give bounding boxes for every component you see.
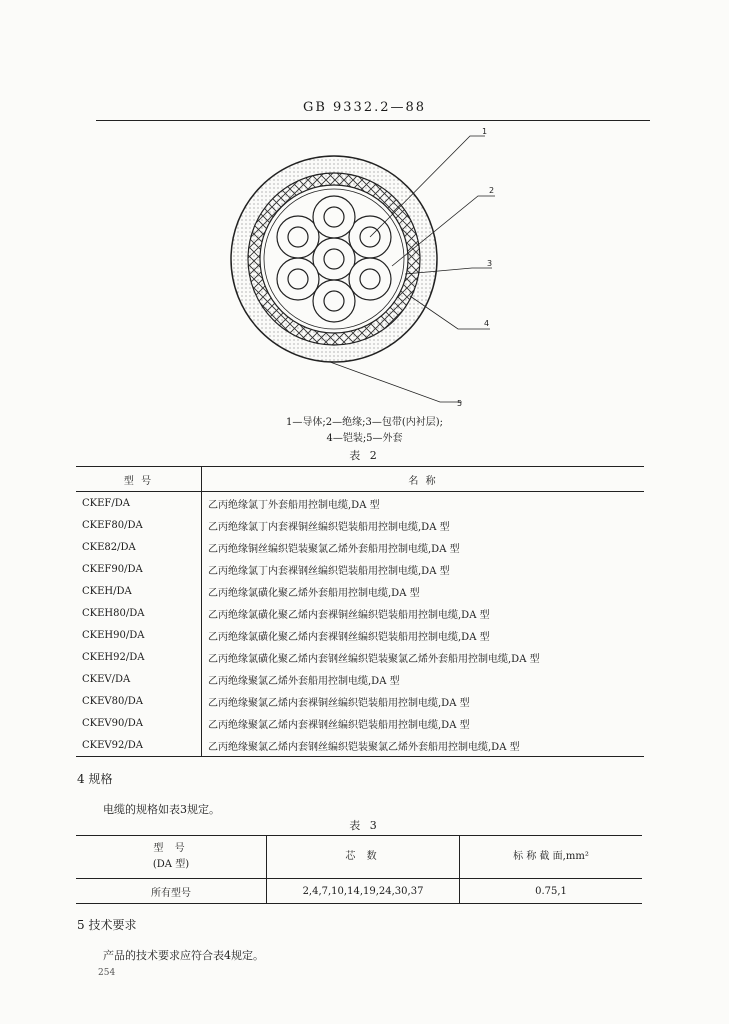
table-row bbox=[76, 602, 644, 624]
model-cell: CKEH92/DA bbox=[76, 646, 202, 668]
name-cell: 乙丙绝缘聚氯乙烯内套裸钢丝编织铠装船用控制电缆,DA 型 bbox=[208, 719, 470, 731]
name-cell: 乙丙绝缘氯磺化聚乙烯外套船用控制电缆,DA 型 bbox=[208, 587, 420, 599]
table3-header-section: 标 称 截 面,mm² bbox=[460, 836, 643, 879]
section5-heading: 5 技术要求 bbox=[77, 918, 137, 932]
figure-caption-line2: 4—铠装;5—外套 bbox=[326, 433, 403, 444]
name-cell: 乙丙绝缘聚氯乙烯外套船用控制电缆,DA 型 bbox=[208, 675, 400, 687]
name-cell: 乙丙绝缘氯磺化聚乙烯内套钢丝编织铠装聚氯乙烯外套船用控制电缆,DA 型 bbox=[208, 653, 540, 665]
table3-header-cores: 芯 数 bbox=[267, 836, 460, 879]
callout-2: 2 bbox=[489, 186, 495, 195]
model-cell: CKEH90/DA bbox=[76, 624, 202, 646]
table2-title: 表 2 bbox=[349, 449, 380, 462]
model-cell: CKE82/DA bbox=[76, 536, 202, 558]
table-row bbox=[76, 558, 644, 580]
table-row bbox=[76, 712, 644, 734]
table2-body bbox=[76, 492, 644, 757]
model-cell: CKEV80/DA bbox=[76, 690, 202, 712]
leader-line-5 bbox=[330, 362, 462, 402]
table-row bbox=[76, 580, 644, 602]
model-cell: CKEV/DA bbox=[76, 668, 202, 690]
cores-cell: 2,4,7,10,14,19,24,30,37 bbox=[267, 879, 460, 904]
section4-heading: 4 规格 bbox=[77, 772, 113, 786]
name-cell: 乙丙绝缘氯磺化聚乙烯内套裸钢丝编织铠装船用控制电缆,DA 型 bbox=[208, 631, 490, 643]
table3 bbox=[76, 835, 642, 904]
table2-header-model: 型 号 bbox=[76, 467, 202, 492]
name-cell: 乙丙绝缘氯丁外套船用控制电缆,DA 型 bbox=[208, 499, 380, 511]
section-cell: 0.75,1 bbox=[460, 879, 643, 904]
table2-header-name: 名 称 bbox=[202, 467, 645, 492]
callout-5: 5 bbox=[457, 399, 463, 408]
table2 bbox=[76, 466, 644, 757]
table-row bbox=[76, 514, 644, 536]
model-cell: CKEH80/DA bbox=[76, 602, 202, 624]
figure-caption-line1: 1—导体;2—绝缘;3—包带(内衬层); bbox=[286, 417, 443, 428]
model-cell: CKEH/DA bbox=[76, 580, 202, 602]
section5-text: 产品的技术要求应符合表4规定。 bbox=[103, 949, 264, 962]
header-rule bbox=[96, 120, 650, 121]
section4-text: 电缆的规格如表3规定。 bbox=[103, 803, 220, 816]
model-cell: CKEF90/DA bbox=[76, 558, 202, 580]
callout-4: 4 bbox=[484, 319, 490, 328]
page-number: 254 bbox=[98, 968, 116, 978]
model-cell: CKEV92/DA bbox=[76, 734, 202, 757]
table3-header-model-line1: 型 号 bbox=[153, 843, 189, 854]
name-cell: 乙丙绝缘聚氯乙烯内套裸铜丝编织铠装船用控制电缆,DA 型 bbox=[208, 697, 470, 709]
table-row bbox=[76, 668, 644, 690]
model-cell: CKEF/DA bbox=[76, 492, 202, 515]
callout-3: 3 bbox=[487, 259, 493, 268]
callout-1: 1 bbox=[482, 127, 488, 136]
table-row bbox=[76, 492, 644, 515]
table-row bbox=[76, 734, 644, 757]
table3-title: 表 3 bbox=[349, 819, 380, 832]
model-cell: CKEV90/DA bbox=[76, 712, 202, 734]
table-row bbox=[76, 690, 644, 712]
model-cell: 所有型号 bbox=[76, 879, 267, 904]
model-cell: CKEF80/DA bbox=[76, 514, 202, 536]
table3-header-model-line2: (DA 型) bbox=[152, 859, 190, 870]
name-cell: 乙丙绝缘氯丁内套裸钢丝编织铠装船用控制电缆,DA 型 bbox=[208, 565, 450, 577]
name-cell: 乙丙绝缘铜丝编织铠装聚氯乙烯外套船用控制电缆,DA 型 bbox=[208, 543, 460, 555]
table-row bbox=[76, 879, 642, 904]
table-row bbox=[76, 646, 644, 668]
standard-number-header: GB 9332.2—88 bbox=[302, 100, 427, 115]
cable-cross-section-diagram bbox=[200, 126, 500, 411]
name-cell: 乙丙绝缘氯丁内套裸铜丝编织铠装船用控制电缆,DA 型 bbox=[208, 521, 450, 533]
table-row bbox=[76, 624, 644, 646]
table3-header-model bbox=[76, 836, 267, 879]
name-cell: 乙丙绝缘聚氯乙烯内套钢丝编织铠装聚氯乙烯外套船用控制电缆,DA 型 bbox=[202, 734, 645, 757]
table-row bbox=[76, 536, 644, 558]
name-cell: 乙丙绝缘氯磺化聚乙烯内套裸铜丝编织铠装船用控制电缆,DA 型 bbox=[208, 609, 490, 621]
